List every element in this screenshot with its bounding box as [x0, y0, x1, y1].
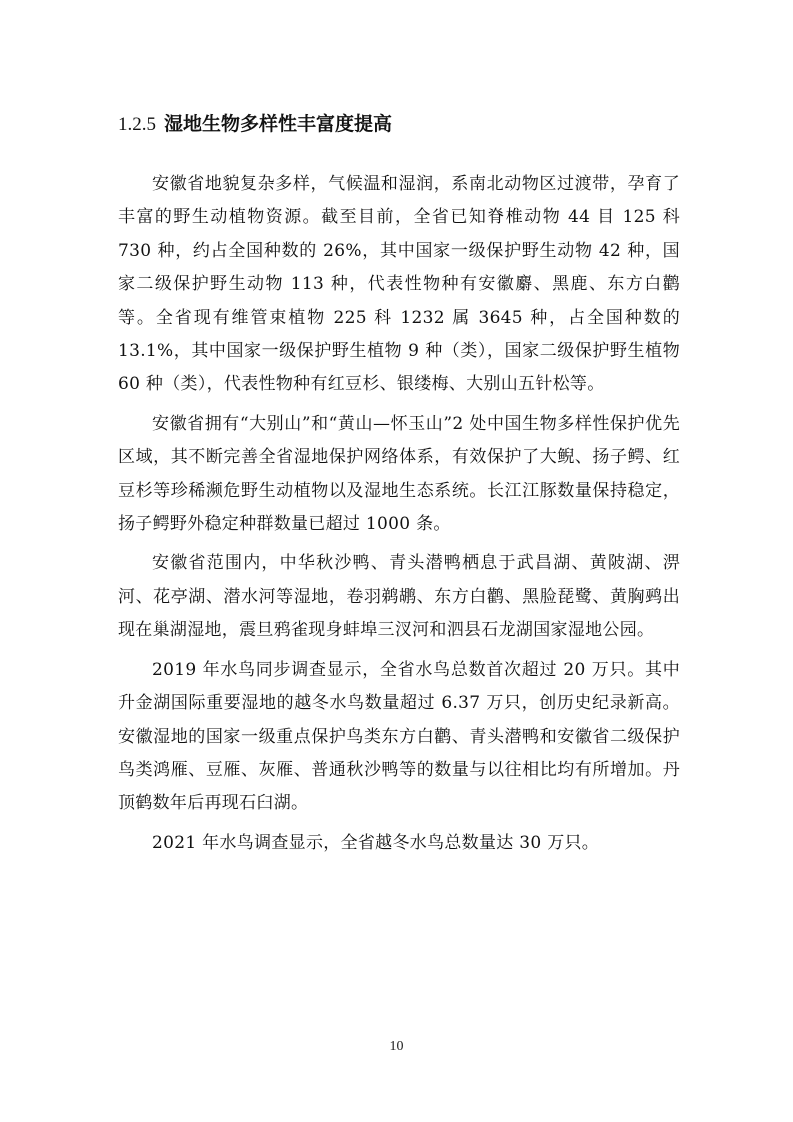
section-heading [118, 112, 392, 137]
paragraph-2021-survey: 2021 年水鸟调查显示，全省越冬水鸟总数量达 30 万只。 [152, 832, 600, 853]
paragraph-biodiversity: 安徽省地貌复杂多样，气候温和湿润，系南北动物区过渡带，孕育了丰富的野生动植物资源。截至目前，全省已知脊椎动物 44 目 125 科 730 种，约占全国种数的 26%，其中国家一级保护野生动物 42 种，国家二级保护野生动物 113 种，代表性物种有安徽麝、黑鹿、东方白鹳等。全省现有维管束植物 225 科 1232 属 3645 种，占全国种数的 13.1%，其中国家一级保护野生植物 9 种（类），国家二级保护野生植物 60 种（类），代表性物种有红豆杉、银缕梅、大别山五针松等。 [118, 174, 680, 395]
paragraph-priority-areas: 安徽省拥有“大别山”和“黄山—怀玉山”2 处中国生物多样性保护优先区域，其不断完善全省湿地保护网络体系，有效保护了大鲵、扬子鳄、红豆杉等珍稀濒危野生动植物以及湿地生态系统。长江江豚数量保持稳定，扬子鳄野外稳定种群数量已超过 1000 条。 [118, 413, 680, 535]
paragraph-2019-survey: 2019 年水鸟同步调查显示，全省水鸟总数首次超过 20 万只。其中升金湖国际重要湿地的越冬水鸟数量超过 6.37 万只，创历史纪录新高。安徽湿地的国家一级重点保护鸟类东方白鹳、青头潜鸭和安徽省二级保护鸟类鸿雁、豆雁、灰雁、普通秋沙鸭等的数量与以往相比均有所增加。丹顶鹤数年后再现石臼湖。 [118, 659, 680, 814]
page-number: 10 [389, 1039, 404, 1054]
paragraph-bird-species: 安徽省范围内，中华秋沙鸭、青头潜鸭栖息于武昌湖、黄陂湖、淠河、花亭湖、潜水河等湿地，卷羽鹈鹕、东方白鹳、黑脸琵鹭、黄胸鹀出现在巢湖湿地，震旦鸦雀现身蚌埠三汊河和泗县石龙湖国家湿地公园。 [118, 553, 680, 641]
body-text [118, 168, 680, 866]
section-number: 1.2.5 [118, 114, 156, 135]
section-title: 湿地生物多样性丰富度提高 [164, 113, 393, 135]
